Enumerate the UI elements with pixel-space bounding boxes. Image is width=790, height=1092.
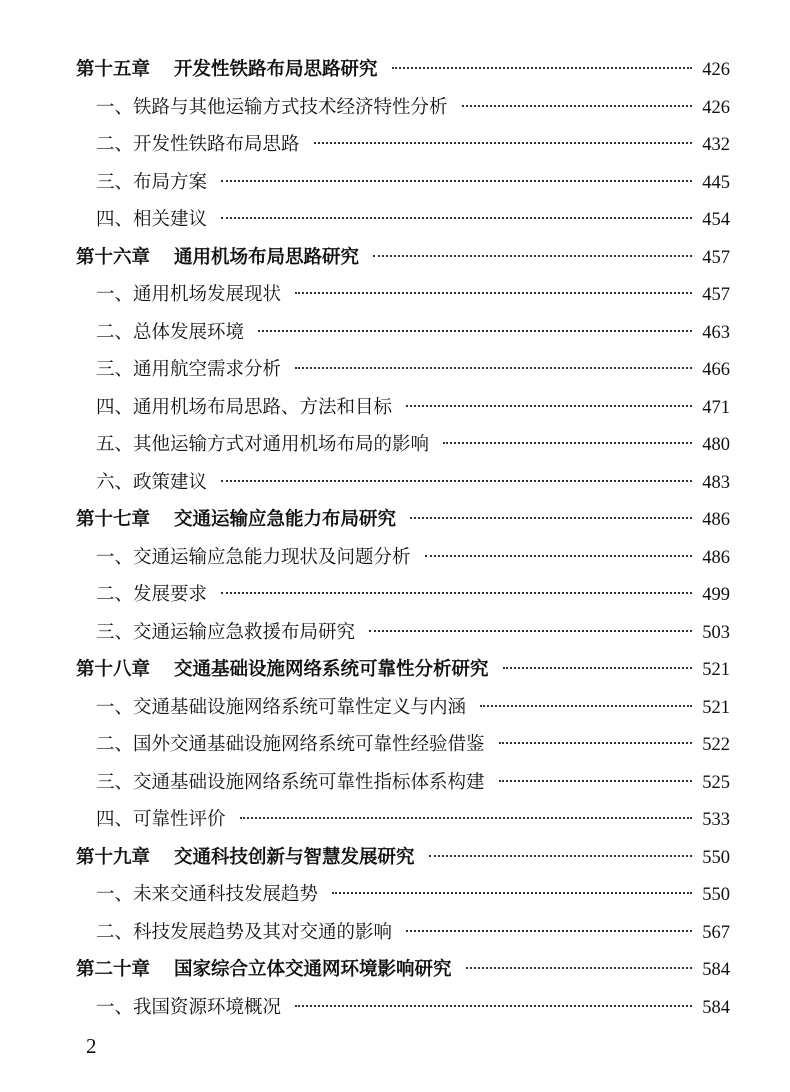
entry-page-number: 445 xyxy=(702,172,730,193)
entry-title-text: 五、其他运输方式对通用机场布局的影响 xyxy=(96,434,430,455)
entry-page-number: 480 xyxy=(702,435,730,455)
entry-page-number: 483 xyxy=(702,472,730,493)
entry-page-number: 457 xyxy=(702,285,730,305)
entry-title-text: 一、未来交通科技发展趋势 xyxy=(96,884,319,905)
entry-title xyxy=(76,651,489,689)
dot-leader xyxy=(480,705,692,707)
entry-page-number: 584 xyxy=(702,960,730,980)
entry-title xyxy=(76,876,318,914)
dot-leader xyxy=(295,367,692,369)
toc-section-entry xyxy=(76,614,730,652)
entry-title xyxy=(76,501,396,539)
entry-page-number: 426 xyxy=(702,97,730,118)
toc-section-entry xyxy=(76,164,730,202)
entry-page-number: 503 xyxy=(702,622,730,643)
dot-leader xyxy=(443,442,692,444)
entry-title xyxy=(76,539,411,577)
entry-title-text: 四、通用机场布局思路、方法和目标 xyxy=(96,396,393,418)
dot-leader xyxy=(425,555,692,557)
entry-page-number: 486 xyxy=(702,510,730,530)
chapter-number: 第十五章 xyxy=(76,59,151,80)
entry-page-number: 533 xyxy=(702,810,730,830)
toc-section-entry xyxy=(76,201,730,239)
entry-page-number: 426 xyxy=(702,60,730,80)
entry-title-text: 开发性铁路布局思路研究 xyxy=(174,59,378,80)
chapter-number: 第十六章 xyxy=(76,246,151,268)
entry-title xyxy=(76,276,281,314)
toc-section-entry xyxy=(76,689,730,727)
toc-chapter-entry xyxy=(76,501,730,539)
dot-leader xyxy=(406,930,692,932)
dot-leader xyxy=(295,1005,692,1007)
entry-title-text: 二、国外交通基础设施网络系统可靠性经验借鉴 xyxy=(96,734,485,755)
chapter-number: 第十七章 xyxy=(76,509,151,530)
entry-title xyxy=(76,389,392,427)
toc-section-entry xyxy=(76,126,730,164)
entry-page-number: 567 xyxy=(702,922,730,943)
entry-page-number: 550 xyxy=(702,885,730,905)
entry-page-number: 471 xyxy=(702,397,730,418)
page-number: 2 xyxy=(86,1034,97,1058)
entry-title xyxy=(76,989,281,1027)
toc-section-entry xyxy=(76,726,730,764)
entry-page-number: 525 xyxy=(702,772,730,793)
entry-title xyxy=(76,89,448,127)
toc-section-entry xyxy=(76,351,730,389)
dot-leader xyxy=(406,405,692,407)
dot-leader xyxy=(258,330,692,332)
entry-page-number: 521 xyxy=(702,660,730,680)
chapter-number: 第十八章 xyxy=(76,659,151,680)
toc-section-entry xyxy=(76,576,730,614)
toc-section-entry xyxy=(76,764,730,802)
toc-chapter-entry xyxy=(76,651,730,689)
entry-title-text: 三、通用航空需求分析 xyxy=(96,359,282,380)
toc-section-entry xyxy=(76,801,730,839)
entry-title-text: 三、交通基础设施网络系统可靠性指标体系构建 xyxy=(96,771,485,793)
entry-title xyxy=(76,239,359,277)
dot-leader xyxy=(314,142,692,144)
entry-page-number: 432 xyxy=(702,135,730,155)
entry-page-number: 584 xyxy=(702,997,730,1018)
entry-title xyxy=(76,126,300,164)
entry-title-text: 交通科技创新与智慧发展研究 xyxy=(174,846,415,868)
entry-title xyxy=(76,164,207,202)
entry-title-text: 一、通用机场发展现状 xyxy=(96,284,282,305)
chapter-number: 第二十章 xyxy=(76,959,151,980)
entry-page-number: 457 xyxy=(702,247,730,268)
table-of-contents xyxy=(76,51,730,1026)
entry-page-number: 454 xyxy=(702,210,730,230)
entry-title xyxy=(76,314,244,352)
entry-title-text: 四、可靠性评价 xyxy=(96,809,226,830)
dot-leader xyxy=(499,780,692,782)
entry-title-text: 交通基础设施网络系统可靠性分析研究 xyxy=(174,659,489,680)
dot-leader xyxy=(295,292,692,294)
dot-leader xyxy=(429,855,692,857)
dot-leader xyxy=(240,817,692,819)
toc-section-entry xyxy=(76,876,730,914)
entry-title-text: 二、科技发展趋势及其对交通的影响 xyxy=(96,921,393,943)
entry-title xyxy=(76,51,378,89)
entry-title-text: 四、相关建议 xyxy=(96,209,208,230)
toc-section-entry xyxy=(76,314,730,352)
entry-title-text: 二、开发性铁路布局思路 xyxy=(96,134,300,155)
entry-title-text: 一、交通基础设施网络系统可靠性定义与内涵 xyxy=(96,696,467,718)
entry-title xyxy=(76,576,207,614)
entry-page-number: 499 xyxy=(702,585,730,605)
toc-section-entry xyxy=(76,389,730,427)
entry-title-text: 一、铁路与其他运输方式技术经济特性分析 xyxy=(96,96,448,118)
entry-title xyxy=(76,464,207,502)
toc-chapter-entry xyxy=(76,51,730,89)
dot-leader xyxy=(369,630,692,632)
toc-chapter-entry xyxy=(76,839,730,877)
entry-title-text: 一、交通运输应急能力现状及问题分析 xyxy=(96,546,411,568)
entry-title xyxy=(76,801,226,839)
entry-title-text: 二、发展要求 xyxy=(96,584,208,605)
entry-title xyxy=(76,914,392,952)
toc-chapter-entry xyxy=(76,239,730,277)
entry-title xyxy=(76,351,281,389)
entry-page-number: 550 xyxy=(702,847,730,868)
entry-title-text: 国家综合立体交通网环境影响研究 xyxy=(174,959,452,980)
entry-title xyxy=(76,839,415,877)
dot-leader xyxy=(221,592,692,594)
entry-title xyxy=(76,726,485,764)
entry-title xyxy=(76,614,355,652)
toc-section-entry xyxy=(76,89,730,127)
dot-leader xyxy=(221,217,692,219)
entry-page-number: 463 xyxy=(702,322,730,343)
entry-title xyxy=(76,689,466,727)
toc-section-entry xyxy=(76,426,730,464)
dot-leader xyxy=(503,667,692,669)
dot-leader xyxy=(221,180,692,182)
dot-leader xyxy=(466,967,692,969)
dot-leader xyxy=(221,480,692,482)
entry-title-text: 三、交通运输应急救援布局研究 xyxy=(96,621,356,643)
dot-leader xyxy=(462,105,692,107)
toc-section-entry xyxy=(76,989,730,1027)
entry-title-text: 一、我国资源环境概况 xyxy=(96,996,282,1018)
dot-leader xyxy=(332,892,692,894)
dot-leader xyxy=(499,742,692,744)
entry-title-text: 二、总体发展环境 xyxy=(96,321,245,343)
dot-leader xyxy=(410,517,692,519)
entry-page-number: 522 xyxy=(702,735,730,755)
dot-leader xyxy=(373,255,692,257)
chapter-number: 第十九章 xyxy=(76,846,151,868)
dot-leader xyxy=(392,67,692,69)
entry-title-text: 三、布局方案 xyxy=(96,171,208,193)
toc-section-entry xyxy=(76,914,730,952)
entry-title-text: 交通运输应急能力布局研究 xyxy=(174,509,397,530)
entry-title-text: 六、政策建议 xyxy=(96,471,208,493)
toc-section-entry xyxy=(76,539,730,577)
toc-chapter-entry xyxy=(76,951,730,989)
entry-title xyxy=(76,426,429,464)
entry-title xyxy=(76,201,207,239)
entry-page-number: 486 xyxy=(702,547,730,568)
entry-title xyxy=(76,764,485,802)
entry-page-number: 521 xyxy=(702,697,730,718)
entry-title xyxy=(76,951,452,989)
entry-title-text: 通用机场布局思路研究 xyxy=(174,246,360,268)
toc-section-entry xyxy=(76,464,730,502)
entry-page-number: 466 xyxy=(702,360,730,380)
toc-section-entry xyxy=(76,276,730,314)
